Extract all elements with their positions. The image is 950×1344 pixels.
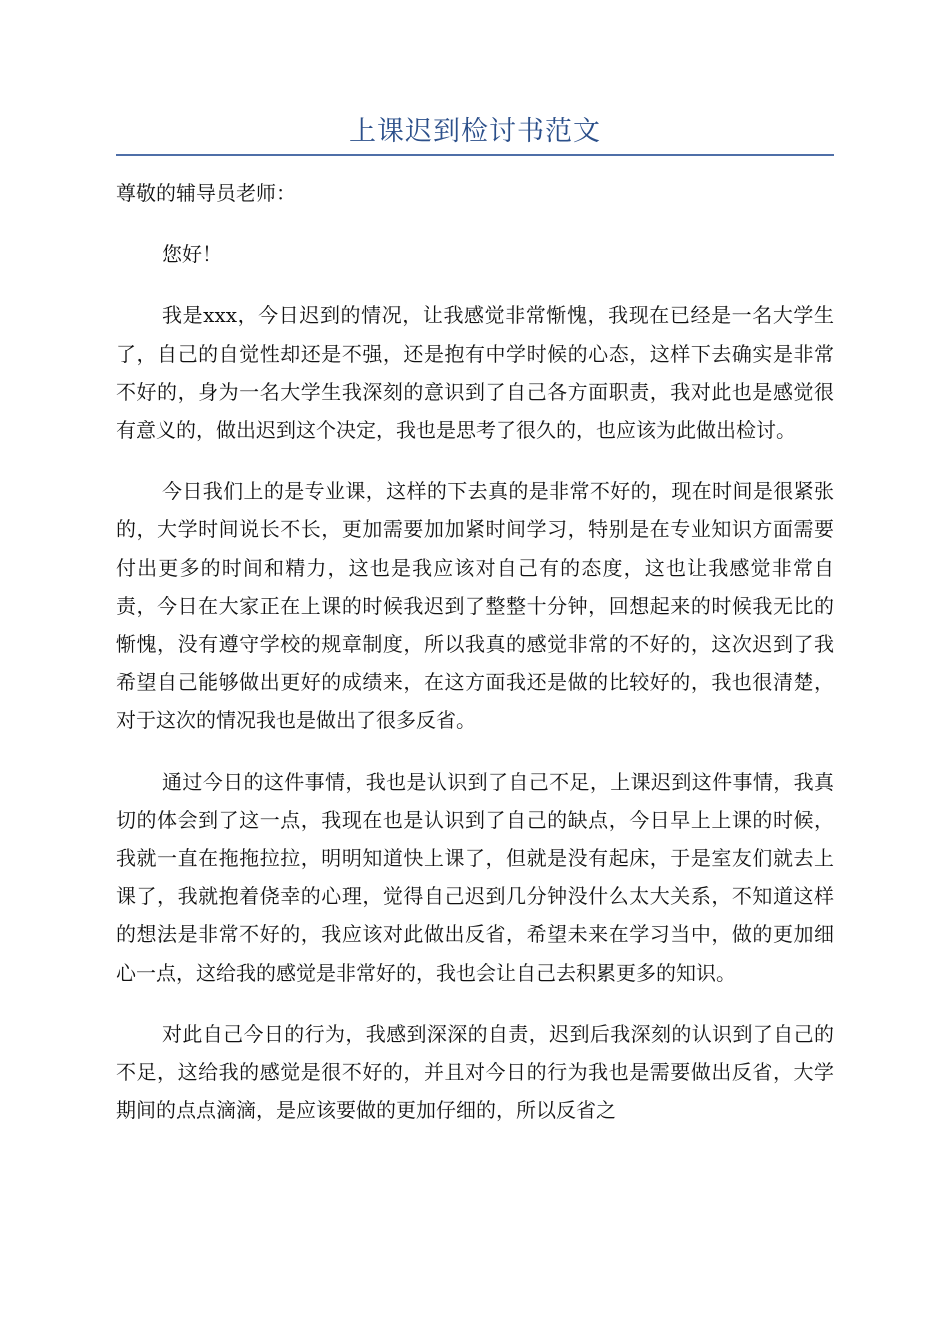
- document-body: [116, 174, 834, 1152]
- body-paragraph: 我是xxx，今日迟到的情况，让我感觉非常惭愧，我现在已经是一名大学生了，自己的自觉性却还是不强，还是抱有中学时候的心态，这样下去确实是非常不好的，身为一名大学生我深刻的意识到了自己各方面职责，我对此也是感觉很有意义的，做出迟到这个决定，我也是思考了很久的，也应该为此做出检讨。: [116, 303, 834, 443]
- salutation: 尊敬的辅导员老师：: [116, 181, 296, 205]
- title-underline: [116, 154, 834, 156]
- greeting: 您好！: [162, 242, 222, 267]
- body-paragraph: 对此自己今日的行为，我感到深深的自责，迟到后我深刻的认识到了自己的不足，这给我的感觉是很不好的，并且对今日的行为我也是需要做出反省，大学期间的点点滴滴，是应该要做的更加仔细的，所以反省之: [116, 1021, 834, 1123]
- body-paragraph: 通过今日的这件事情，我也是认识到了自己不足，上课迟到这件事情，我真切的体会到了这一点，我现在也是认识到了自己的缺点，今日早上上课的时候，我就一直在拖拖拉拉，明明知道快上课了，但就是没有起床，于是室友们就去上课了，我就抱着侥幸的心理，觉得自己迟到几分钟没什么太大关系，不知道这样的想法是非常不好的，我应该对此做出反省，希望未来在学习当中，做的更加细心一点，这给我的感觉是非常好的，我也会让自己去积累更多的知识。: [116, 769, 834, 985]
- body-paragraph: 今日我们上的是专业课，这样的下去真的是非常不好的，现在时间是很紧张的，大学时间说长不长，更加需要加加紧时间学习，特别是在专业知识方面需要付出更多的时间和精力，这也是我应该对自己有的态度，这也让我感觉非常自责，今日在大家正在上课的时候我迟到了整整十分钟，回想起来的时候我无比的惭愧，没有遵守学校的规章制度，所以我真的感觉非常的不好的，这次迟到了我希望自己能够做出更好的成绩来，在这方面我还是做的比较好的，我也很清楚，对于这次的情况我也是做出了很多反省。: [116, 479, 834, 733]
- document-title: 上课迟到检讨书范文: [349, 116, 601, 147]
